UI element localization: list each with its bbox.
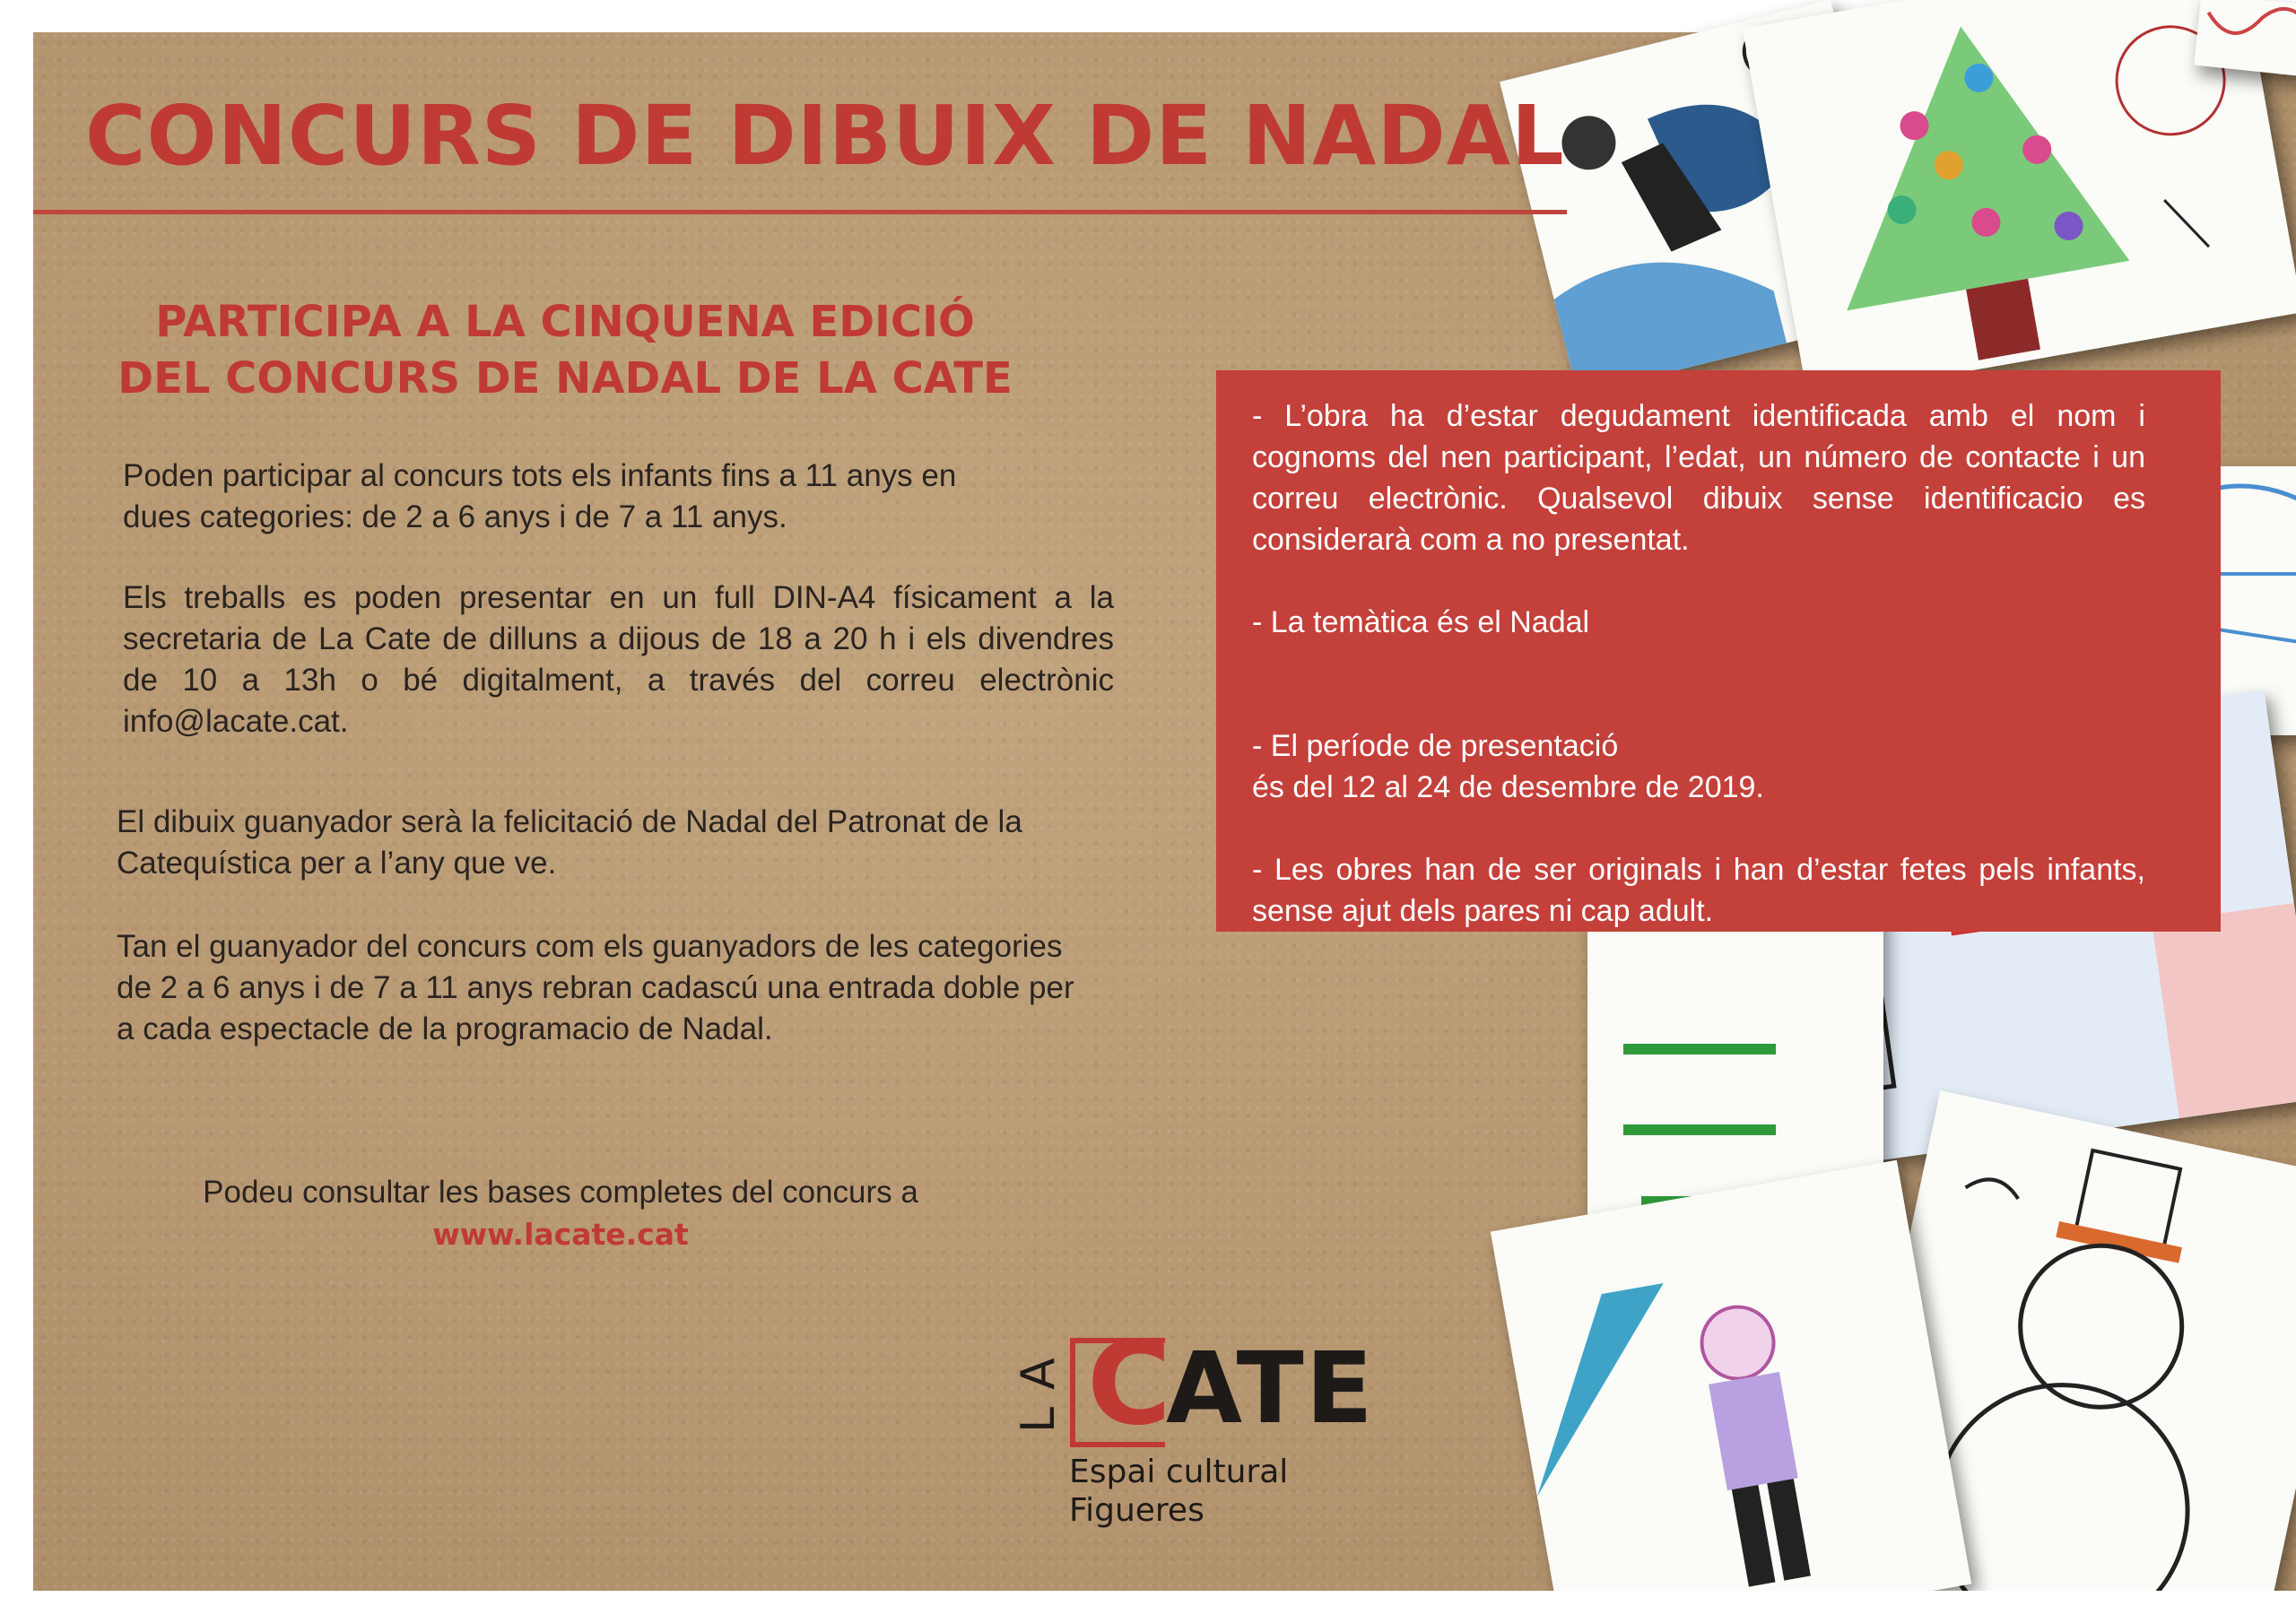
website-link[interactable]: www.lacate.cat [432, 1217, 689, 1252]
logo-la: LA [1012, 1341, 1065, 1433]
rule-theme: - La temàtica és el Nadal [1252, 605, 1590, 639]
logo-subtitle-line-2: Figueres [1069, 1492, 1205, 1529]
paragraph-prizes: Tan el guanyador del concurs com els guanyadors de les categories de 2 a 6 anys i de 7 a 11 anys rebran cadascú una entrada doble per a cada espectacle de la programacio de Nadal. [117, 929, 1074, 1046]
logo-c: C [1087, 1317, 1171, 1451]
logo-ate: ATE [1166, 1331, 1375, 1445]
rule-identification: - L’obra ha d’estar degudament identificada amb el nom i cognoms del nen participant, l’edat, un número de contacte i un correu electrònic. Qualsevol dibuix sense identificacio es considerarà com a no presentat. [1252, 399, 2145, 557]
subtitle-line-1: PARTICIPA A LA CINQUENA EDICIÓ [155, 297, 975, 347]
logo-subtitle-line-1: Espai cultural [1069, 1454, 1289, 1490]
rules-box [1216, 370, 2221, 932]
paragraph-winner: El dibuix guanyador serà la felicitació de Nadal del Patronat de la Catequística per a l’any que ve. [117, 804, 1022, 881]
paragraph-participants: Poden participar al concurs tots els infants fins a 11 anys en dues categories: de 2 a 6 anys i de 7 a 11 anys. [123, 458, 957, 534]
bottom-white-margin [0, 1591, 2296, 1623]
logo-subtitle [1069, 1453, 1288, 1530]
rule-period [1252, 684, 2145, 808]
subtitle [90, 294, 1040, 407]
subtitle-line-2: DEL CONCURS DE NADAL DE LA CATE [117, 353, 1013, 404]
page-title: CONCURS DE DIBUIX DE NADAL [85, 88, 1565, 184]
rule-period-text: - El període de presentació és del 12 al 24 de desembre de 2019. [1252, 729, 1764, 804]
consult-text: Podeu consultar les bases completes del concurs a [203, 1175, 918, 1210]
drawing-girl-snow [1491, 1160, 1971, 1623]
drawing-red-scribble [2194, 0, 2296, 78]
paragraph-submission: Els treballs es poden presentar en un full DIN-A4 físicament a la secretaria de La Cate de dilluns a dijous de 18 a 20 h i els divendres de 10 a 13h o bé digitalment, a través del correu electrònic info@lacate.cat. [123, 580, 1114, 739]
title-divider [33, 210, 1567, 214]
rule-originality: - Les obres han de ser originals i han d’estar fetes pels infants, sense ajut dels pares ni cap adult. [1252, 853, 2145, 928]
